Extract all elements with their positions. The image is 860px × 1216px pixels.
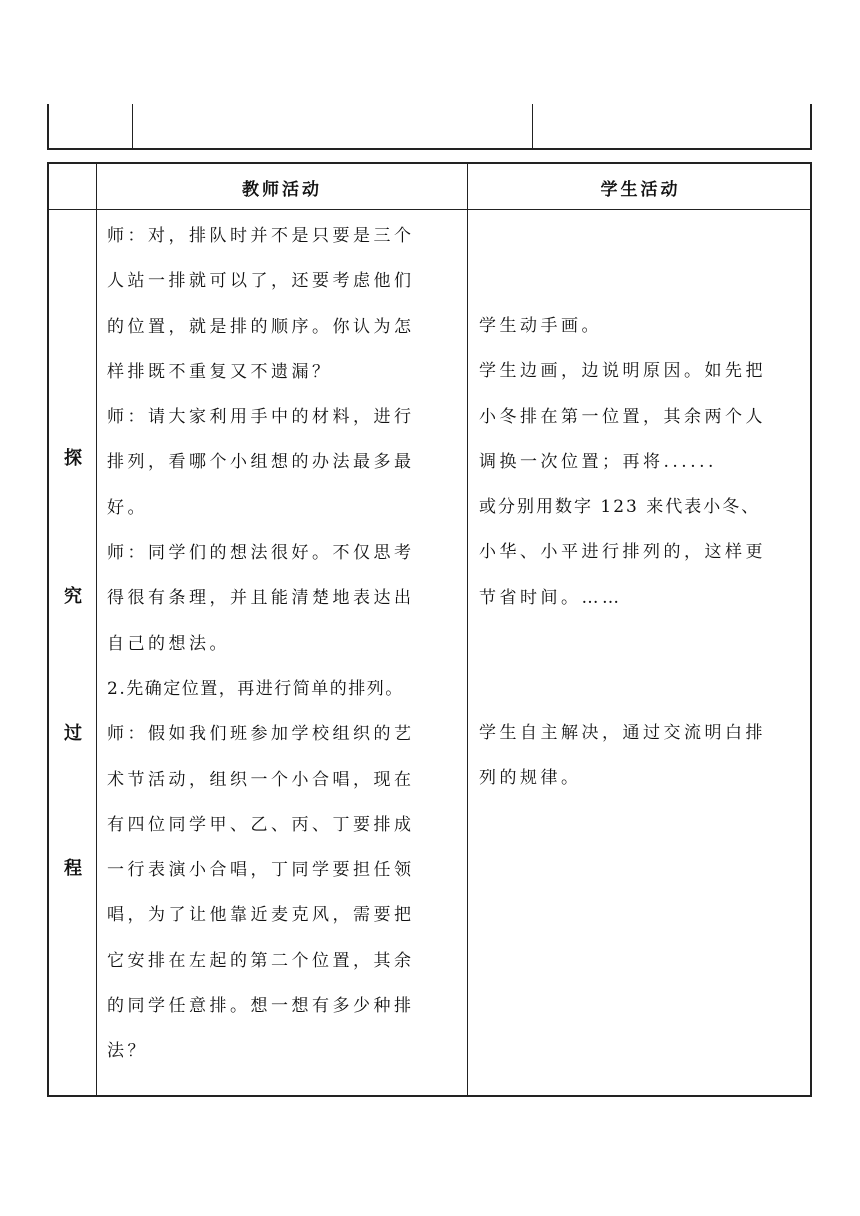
teacher-line: 一行表演小合唱，丁同学要担任领 xyxy=(107,860,415,881)
teacher-line: 它安排在左起的第二个位置，其余 xyxy=(107,950,415,971)
teacher-line: 师：对，排队时并不是只要是三个 xyxy=(107,226,415,246)
student-line: 或分别用数字 123 来代表小冬、 xyxy=(479,497,761,518)
teacher-line: 法？ xyxy=(107,1041,148,1062)
fragment-divider-1 xyxy=(132,104,133,148)
teacher-line: 术节活动，组织一个小合唱，现在 xyxy=(107,769,415,790)
teacher-line: 师：同学们的想法很好。不仅思考 xyxy=(107,543,415,564)
teacher-line: 2.先确定位置，再进行简单的排列。 xyxy=(107,678,404,699)
teacher-line: 排列，看哪个小组想的办法最多最 xyxy=(107,452,415,473)
spacer xyxy=(479,621,809,711)
teacher-line: 得很有条理，并且能清楚地表达出 xyxy=(107,588,415,609)
student-line: 学生自主解决，通过交流明白排 xyxy=(479,723,766,744)
column-divider-side xyxy=(96,164,97,1095)
teacher-line: 样排既不重复又不遗漏？ xyxy=(107,361,333,382)
teacher-line: 师：假如我们班参加学校组织的艺 xyxy=(107,724,415,745)
teacher-line: 的位置，就是排的顺序。你认为怎 xyxy=(107,316,415,337)
student-activity-cell xyxy=(479,304,809,802)
student-line: 调换一次位置；再将...... xyxy=(479,451,717,472)
student-line: 节省时间。…… xyxy=(479,587,623,608)
student-line: 学生动手画。 xyxy=(479,316,602,336)
teacher-line: 唱，为了让他靠近麦克风，需要把 xyxy=(107,905,415,926)
teacher-line: 自己的想法。 xyxy=(107,633,230,654)
side-label-char: 程 xyxy=(64,858,82,879)
student-line: 小冬排在第一位置，其余两个人 xyxy=(479,406,766,427)
student-line: 列的规律。 xyxy=(479,768,582,789)
teacher-activity-cell xyxy=(107,214,461,1075)
teacher-line: 人站一排就可以了，还要考虑他们 xyxy=(107,271,415,292)
column-divider-middle xyxy=(467,164,468,1095)
activity-table xyxy=(47,162,812,1097)
student-line: 学生边画，边说明原因。如先把 xyxy=(479,361,766,382)
student-line: 小华、小平进行排列的，这样更 xyxy=(479,542,766,563)
previous-table-fragment xyxy=(47,104,812,150)
teacher-line: 好。 xyxy=(107,497,148,518)
teacher-activity-header: 教师活动 xyxy=(242,179,322,200)
student-activity-header: 学生活动 xyxy=(600,179,681,200)
side-label-char: 探 xyxy=(64,448,82,469)
teacher-line: 师：请大家利用手中的材料，进行 xyxy=(107,407,415,428)
teacher-line: 有四位同学甲、乙、丙、丁要排成 xyxy=(107,814,415,835)
side-label-char: 过 xyxy=(64,723,82,744)
fragment-divider-2 xyxy=(532,104,533,148)
side-label-char: 究 xyxy=(64,586,82,607)
teacher-line: 的同学任意排。想一想有多少种排 xyxy=(107,996,415,1017)
